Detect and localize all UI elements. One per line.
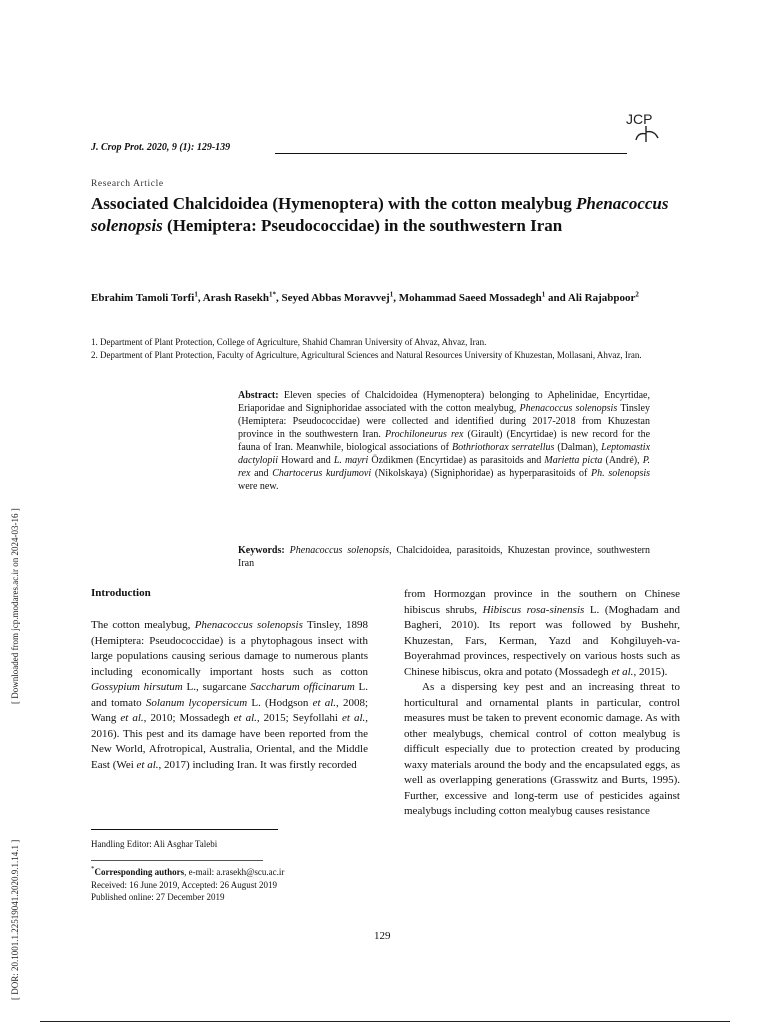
body-text: L., sugarcane <box>186 681 247 693</box>
corresponding-info <box>91 866 381 904</box>
abstract-text: Howard and <box>281 455 331 466</box>
abstract-species: Ph. solenopsis <box>591 468 651 479</box>
journal-reference: J. Crop Prot. 2020, 9 (1): 129-139 <box>91 142 231 153</box>
corr-label: Corresponding authors <box>94 867 185 877</box>
published-line: Published online: 27 December 2019 <box>91 892 225 902</box>
abstract-species: P. rex <box>238 455 651 479</box>
bottom-rule <box>40 1021 730 1022</box>
keywords <box>238 544 650 570</box>
author-mark: 1 <box>389 290 394 299</box>
corresponding-line <box>91 866 381 879</box>
abstract-text: (André), <box>605 455 640 466</box>
abstract-label: Abstract: <box>238 390 279 401</box>
abstract-text: Tinsley (Hemiptera: Pseudococcidae) were collected and identified during 2017-2018 from Khuzestan province in the southwestern Iran. <box>238 403 650 440</box>
body-text: , 2017) including Iran. It was firstly recorded <box>158 758 357 771</box>
paragraph: As a dispersing key pest and an increasing threat to horticultural and ornamental plants in particular, control measures must be taken to prevent economic damage. As with other mealybugs, chemical control of cotton mealybug is difficult especially due to protection created by producing waxy materials around the body and the encapsulated eggs, as well as overlapping generations (Grasswitz and Burts, 1995). Further, excessive and long-term use of pesticides against mealybugs including cotton mealybug causes resistance <box>404 681 680 817</box>
keywords-species: Phenacoccus solenopsis <box>289 545 390 556</box>
citation-etal: et al. <box>312 696 337 709</box>
abstract-species: Phenacoccus solenopsis <box>519 403 618 414</box>
citation-etal: et al. <box>136 758 159 771</box>
author-mark: 1* <box>269 290 277 299</box>
side-doi-stamp: [ DOR: 20.1001.1.22519041.2020.9.1.14.1 ] <box>10 839 20 1000</box>
citation-etal: et al. <box>611 665 634 678</box>
footnote-rule-2 <box>91 860 263 861</box>
abstract-text: (Dalman), <box>557 442 599 453</box>
header-rule <box>275 153 627 154</box>
corr-email: , e-mail: a.rasekh@scu.ac.ir <box>184 867 285 877</box>
title-species: Phenacoccus solenopsis <box>91 194 669 235</box>
citation-etal: et al. <box>233 712 257 724</box>
footnote-rule <box>91 829 278 830</box>
body-text: Tinsley, 1898 (Hemiptera: Pseudococcidae) is a phytophagous insect with large populations causing serious damage to numerous plants including economically important hosts such as cotton <box>91 619 368 678</box>
introduction-heading: Introduction <box>91 587 151 599</box>
body-text: , 2008; Wang <box>91 696 369 724</box>
body-species: Phenacoccus solenopsis <box>194 619 303 631</box>
page-number: 129 <box>374 930 391 942</box>
citation-etal: et al. <box>120 712 144 724</box>
side-download-stamp: [ Downloaded from jcp.modares.ac.ir on 2024-03-16 ] <box>10 508 20 704</box>
body-text: L. and tomato <box>91 681 369 709</box>
abstract-text: Özdikmen (Encyrtidae) as parasitoids and <box>371 455 542 466</box>
introduction-right-column <box>404 587 680 820</box>
body-species: Saccharum officinarum <box>250 681 355 693</box>
introduction-left-column <box>91 618 368 773</box>
paragraph <box>404 587 680 680</box>
abstract <box>238 389 650 493</box>
body-species: Hibiscus rosa-sinensis <box>482 603 585 616</box>
body-species: Gossypium hirsutum <box>91 681 183 693</box>
abstract-species: Bothriothorax serratellus <box>451 442 555 453</box>
title-part2: (Hemiptera: Pseudococcidae) in the southwestern Iran <box>167 216 563 235</box>
affiliation-1: 1. Department of Plant Protection, College of Agriculture, Shahid Chamran University of Ahvaz, Ahvaz, Iran. <box>91 337 487 347</box>
keywords-text: , Chalcidoidea, parasitoids, Khuzestan province, southwestern Iran <box>238 545 650 569</box>
abstract-text: (Girault) (Encyrtidae) is new record for the fauna of Iran. Meanwhile, biological associations of <box>238 429 651 453</box>
body-species: Solanum lycopersicum <box>145 696 248 709</box>
body-text: L. (Moghadam and Bagheri, 2010). Its report was followed by Bushehr, Khuzestan, Fars, Kerman, Yazd and Kohgiluyeh-va-Boyerahmad provinces, respectively on various hosts such as Chinese hibiscus, okra and potato (Mossadegh <box>404 603 680 678</box>
title-part1: Associated Chalcidoidea (Hymenoptera) with the cotton mealybug <box>91 194 572 213</box>
body-text: , 2015; Seyfollahi <box>256 712 338 724</box>
author-name: Ebrahim Tamoli Torfi <box>91 292 195 304</box>
handling-editor: Handling Editor: Ali Asghar Talebi <box>91 839 218 849</box>
article-type: Research Article <box>91 179 164 189</box>
body-text: , 2010; Mossadegh <box>143 712 230 724</box>
body-text: from Hormozgan province in the southern on Chinese hibiscus shrubs, <box>404 588 680 616</box>
affiliations <box>91 336 681 361</box>
logo-text: JCP <box>626 111 653 127</box>
received-line: Received: 16 June 2019, Accepted: 26 August 2019 <box>91 879 277 890</box>
abstract-species: L. mayri <box>333 455 369 466</box>
author-list: Ebrahim Tamoli Torfi$^1$, Arash Rasekh$^{1*}$, Seyed Abbas Moravvej$^1$, Mohammad Saeed Mossadegh$^1$ and Ali Rajabpoor$^2$ <box>91 290 639 304</box>
abstract-text: were new. <box>238 481 279 492</box>
body-text: , 2016). This pest and its damage have been reported from the New World, Afrotropical, Australia, Oriental, and the Middle East (Wei <box>91 712 368 771</box>
body-text: L. (Hodgson <box>251 696 309 709</box>
article-title <box>91 193 691 237</box>
keywords-label: Keywords: <box>238 545 285 556</box>
citation-etal: et al. <box>341 712 366 724</box>
body-text: , 2015). <box>633 665 668 678</box>
author-name: Mohammad Saeed Mossadegh <box>398 292 542 304</box>
author-name: Seyed Abbas Moravvej <box>281 292 390 304</box>
author-name: Ali Rajabpoor <box>567 292 636 304</box>
jcp-logo-icon <box>624 108 668 148</box>
author-name: Arash Rasekh <box>202 292 270 304</box>
abstract-text: and <box>254 468 269 479</box>
abstract-text: (Nikolskaya) (Signiphoridae) as hyperparasitoids of <box>374 468 588 479</box>
abstract-species: Chartocerus kurdjumovi <box>272 468 372 479</box>
abstract-text: Eleven species of Chalcidoidea (Hymenoptera) belonging to Aphelinidae, Encyrtidae, Eriaporidae and Signiphoridae associated with the cotton mealybug, <box>238 390 650 414</box>
abstract-species: Leptomastix dactylopii <box>238 442 651 466</box>
corr-mark: * <box>91 865 95 873</box>
author-mark: 1 <box>194 290 198 299</box>
affiliation-2: 2. Department of Plant Protection, Faculty of Agriculture, Agricultural Sciences and Natural Resources University of Khuzestan, Mollasani, Ahvaz, Iran. <box>91 349 642 360</box>
body-text: The cotton mealybug, <box>91 619 191 631</box>
abstract-species: Marietta picta <box>544 455 603 466</box>
author-mark: 1 <box>541 290 546 299</box>
author-mark: 2 <box>635 290 639 299</box>
journal-logo <box>624 108 668 148</box>
abstract-species: Prochiloneurus rex <box>385 429 464 440</box>
